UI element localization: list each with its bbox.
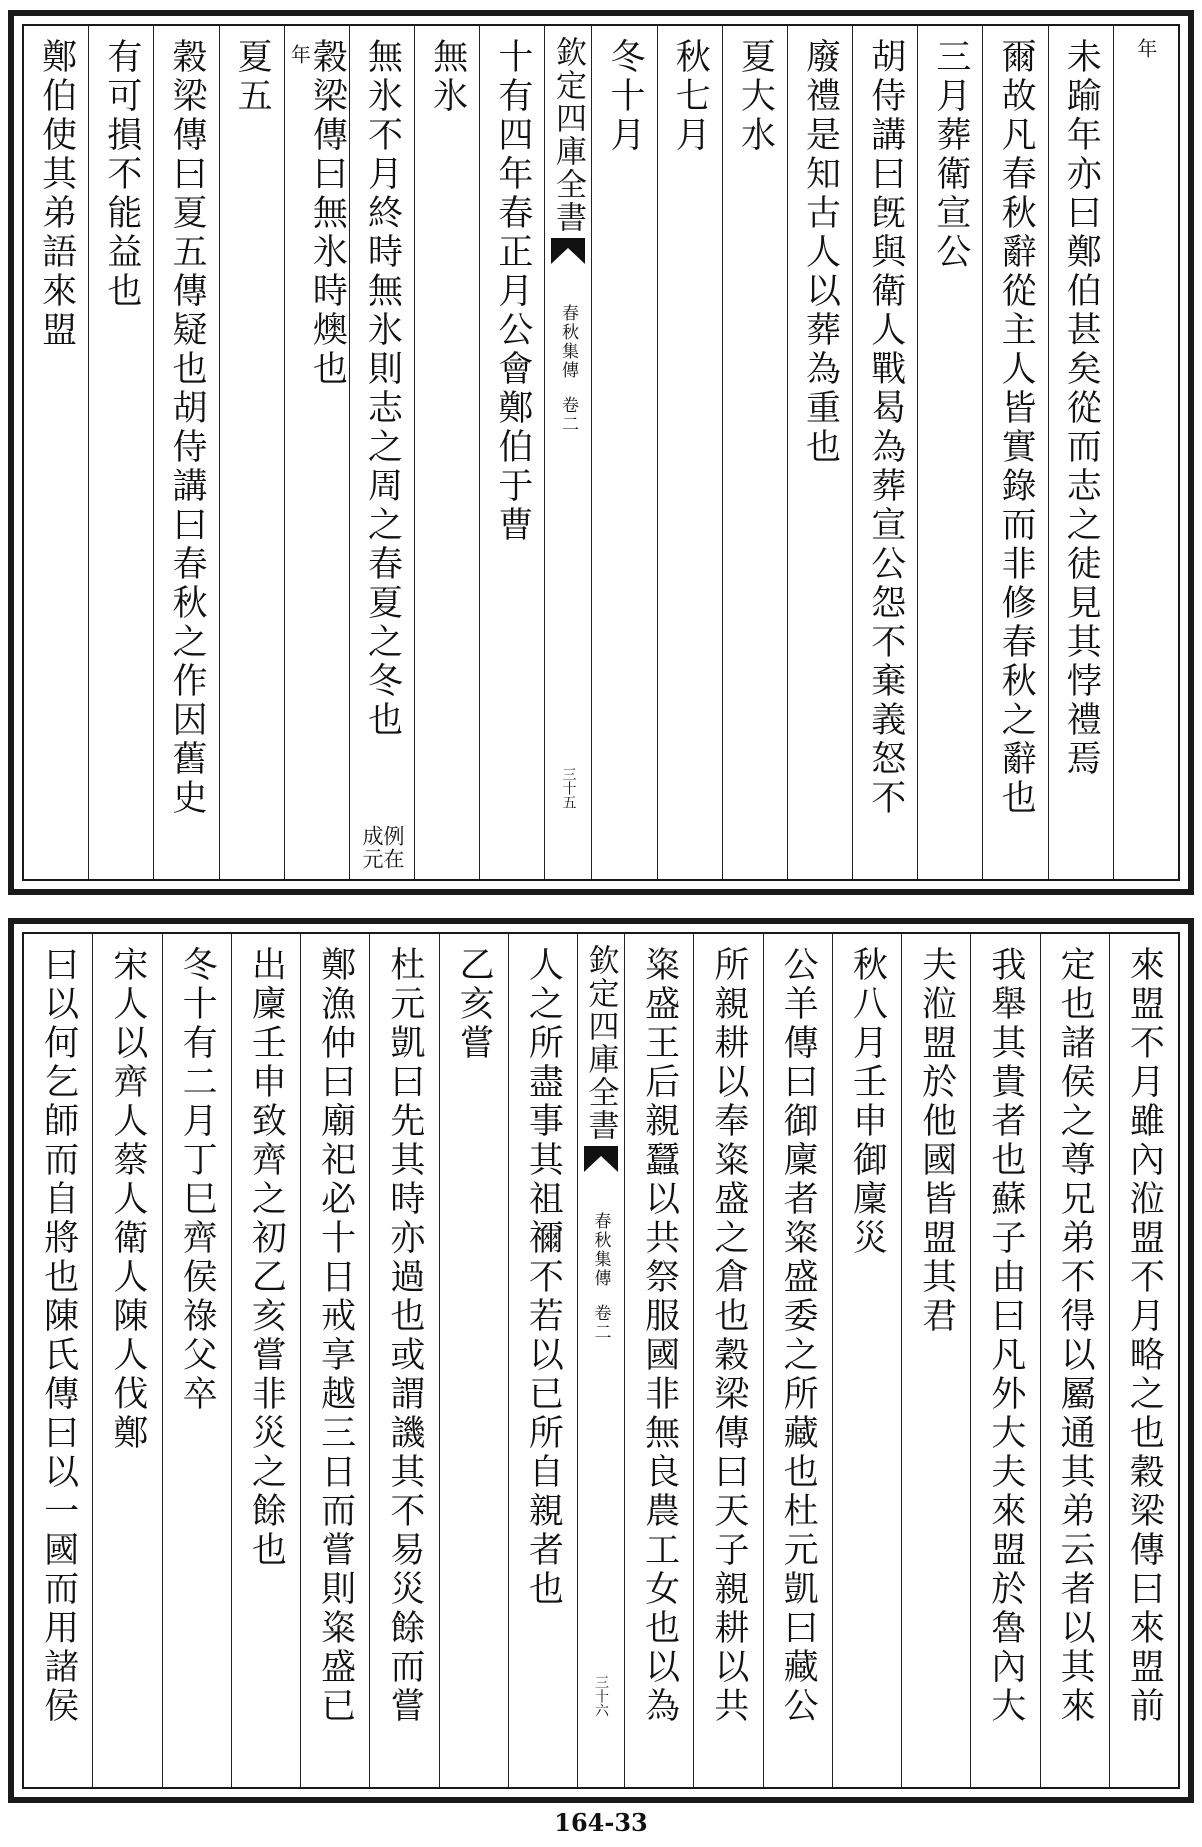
column-text: 胡侍講曰旣與衛人戰曷為葬宣公怨不棄義怒不 — [865, 38, 906, 818]
text-column — [970, 934, 1039, 1787]
chapter-caption — [589, 1212, 614, 1342]
text-column — [219, 26, 284, 879]
text-column — [369, 934, 438, 1787]
text-column — [763, 934, 832, 1787]
text-column — [722, 26, 787, 879]
column-text: 未踰年亦曰鄭伯甚矣從而志之徒見其悖禮焉 — [1061, 38, 1102, 779]
column-text: 我舉其貴者也蘇子由曰凡外大夫來盟於魯內大 — [985, 946, 1026, 1726]
book-title: 欽定四庫全書 — [582, 944, 619, 1142]
column-text: 爾故凡春秋辭從主人皆實錄而非修春秋之辭也 — [996, 38, 1037, 818]
lower-page-frame — [8, 918, 1194, 1803]
work-title: 春秋集傳 — [590, 1212, 611, 1288]
text-column — [88, 26, 153, 879]
column-text: 曰以何乞師而自將也陳氏傳曰以一國而用諸侯 — [38, 946, 79, 1726]
leaf-number: 三十五 — [560, 767, 577, 809]
work-title: 春秋集傳 — [557, 304, 578, 380]
note-line-1: 例在 — [381, 825, 406, 871]
text-column — [982, 26, 1047, 879]
column-text: 鄭漁仲曰廟祀必十日戒享越三日而嘗則粢盛已 — [315, 946, 356, 1726]
column-text: 粢盛王后親蠶以共祭服國非無良農工女也以為 — [639, 946, 680, 1726]
text-column — [1040, 934, 1109, 1787]
column-text: 公羊傳曰御廩者粢盛委之所藏也杜元凱曰藏公 — [778, 946, 819, 1726]
volume-label: 卷二 — [590, 1304, 611, 1342]
text-column — [901, 934, 970, 1787]
text-column — [349, 26, 414, 879]
text-column — [657, 26, 722, 879]
column-text: 冬十有二月丁巳齊侯祿父卒 — [177, 946, 218, 1414]
column-text: 宋人以齊人蔡人衛人陳人伐鄭 — [107, 946, 148, 1453]
lower-page-columns — [22, 932, 1180, 1789]
column-text: 夫涖盟於他國皆盟其君 — [916, 946, 957, 1336]
column-text: 廢禮是知古人以葬為重也 — [800, 38, 841, 467]
column-text: 無氷不月終時無氷則志之周之春夏之冬也 — [362, 38, 403, 740]
text-column — [624, 934, 693, 1787]
text-column — [693, 934, 762, 1787]
note-line-2: 成元 — [360, 825, 385, 871]
column-text: 十有四年春正月公會鄭伯于曹 — [492, 38, 533, 545]
text-column — [439, 934, 508, 1787]
column-text: 人之所盡事其祖禰不若以已所自親者也 — [523, 946, 564, 1609]
column-text: 秋七月 — [670, 38, 711, 155]
text-column — [162, 934, 231, 1787]
column-text: 有可損不能益也 — [101, 38, 142, 311]
text-column — [231, 934, 300, 1787]
text-column — [1113, 26, 1178, 879]
fishtail-mark-icon — [551, 238, 585, 264]
text-column — [414, 26, 479, 879]
text-column — [24, 26, 88, 879]
upper-page-columns — [22, 24, 1180, 881]
volume-label: 卷二 — [557, 396, 578, 434]
column-text: 杜元凱曰先其時亦過也或謂譏其不易災餘而嘗 — [384, 946, 425, 1726]
center-fold-strip — [577, 934, 624, 1787]
text-column — [1048, 26, 1113, 879]
text-column — [153, 26, 218, 879]
column-text: 出廩壬申致齊之初乙亥嘗非災之餘也 — [246, 946, 287, 1570]
text-column — [917, 26, 982, 879]
text-column — [92, 934, 161, 1787]
text-column — [852, 26, 917, 879]
column-text: 乙亥嘗 — [454, 946, 495, 1063]
page-number-footer: 164-33 — [554, 1808, 648, 1837]
text-column — [591, 26, 656, 879]
chapter-caption — [556, 304, 581, 434]
column-text: 夏五 — [232, 38, 273, 116]
text-column — [508, 934, 577, 1787]
upper-page-frame — [8, 10, 1194, 895]
text-column — [787, 26, 852, 879]
column-text: 無氷 — [427, 38, 468, 116]
column-text: 來盟不月雖內涖盟不月略之也穀梁傳曰來盟前 — [1124, 946, 1165, 1726]
fishtail-mark-icon — [584, 1146, 618, 1172]
text-column — [1109, 934, 1178, 1787]
column-text: 鄭伯使其弟語來盟 — [36, 38, 77, 350]
column-text: 年 — [1133, 38, 1158, 60]
leaf-number: 三十六 — [593, 1675, 609, 1717]
text-column — [832, 934, 901, 1787]
column-text: 所親耕以奉粢盛之倉也穀梁傳曰天子親耕以共 — [708, 946, 749, 1726]
column-text: 夏大水 — [735, 38, 776, 155]
column-text: 穀梁傳曰無氷時燠也 — [307, 38, 348, 389]
column-text: 定也諸侯之尊兄弟不得以屬通其弟云者以其來 — [1055, 946, 1096, 1726]
center-fold-strip — [544, 26, 591, 879]
book-title: 欽定四庫全書 — [549, 36, 586, 234]
text-column — [284, 26, 349, 879]
text-column — [300, 934, 369, 1787]
text-column — [24, 934, 92, 1787]
column-text: 三月葬衛宣公 — [930, 38, 971, 272]
column-text: 穀梁傳曰夏五傳疑也胡侍講曰春秋之作因舊史 — [167, 38, 207, 818]
column-text: 秋八月壬申御廩災 — [847, 946, 888, 1258]
interlinear-note — [360, 813, 406, 879]
column-text: 冬十月 — [605, 38, 646, 155]
column-annotation: 年 — [287, 44, 312, 66]
text-column — [479, 26, 544, 879]
